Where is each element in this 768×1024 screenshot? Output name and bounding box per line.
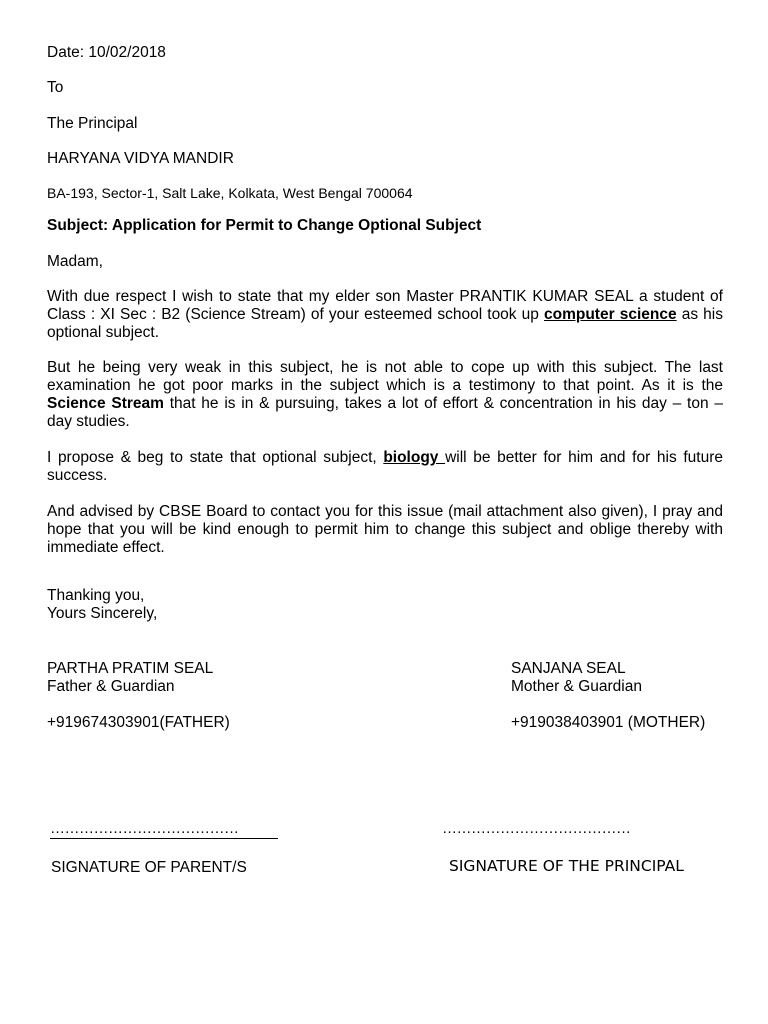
- paragraph-2: [47, 359, 723, 431]
- paragraph-2-text-b: that he is in & pursuing, takes a lot of effort & concentration in his day – ton – day studies.: [47, 395, 723, 430]
- emphasis-computer-science: computer science: [544, 306, 677, 323]
- principal-signature-label: SIGNATURE OF THE PRINCIPAL: [449, 857, 684, 875]
- subject-line: Subject: Application for Permit to Change Optional Subject: [47, 217, 482, 234]
- father-phone: +919674303901(FATHER): [47, 714, 230, 731]
- mother-role: Mother & Guardian: [511, 678, 642, 695]
- to-line: To: [47, 79, 64, 96]
- principal-signature-line: …………………………………: [442, 820, 631, 837]
- paragraph-4: And advised by CBSE Board to contact you for this issue (mail attachment also given), I pray and hope that you will be kind enough to permit him to change this subject and oblige thereby with immediate effect.: [47, 503, 723, 556]
- father-name: PARTHA PRATIM SEAL: [47, 660, 214, 677]
- mother-phone: +919038403901 (MOTHER): [511, 714, 706, 731]
- paragraph-3: [47, 449, 723, 485]
- mother-name: SANJANA SEAL: [511, 660, 626, 677]
- school-name: HARYANA VIDYA MANDIR: [47, 150, 234, 167]
- father-role: Father & Guardian: [47, 678, 175, 695]
- paragraph-1: [47, 288, 723, 342]
- salutation: Madam,: [47, 253, 103, 270]
- closing-sincerely: Yours Sincerely,: [47, 605, 158, 622]
- emphasis-biology: biology: [383, 449, 446, 466]
- date-line: Date: 10/02/2018: [47, 44, 166, 61]
- parent-signature-line: …………………………………: [50, 820, 278, 839]
- recipient-title: The Principal: [47, 115, 138, 132]
- parent-signature-label: SIGNATURE OF PARENT/S: [51, 859, 247, 876]
- emphasis-science-stream: Science Stream: [47, 395, 164, 412]
- closing-thanks: Thanking you,: [47, 587, 145, 604]
- paragraph-3-text-b: will be better for him and for his future success.: [47, 449, 723, 484]
- paragraph-1-text-b: as his optional subject.: [47, 306, 723, 341]
- paragraph-2-text-a: But he being very weak in this subject, he is not able to cope up with this subject. The last examination he got poor marks in the subject which is a testimony to that point. As it is the: [47, 359, 723, 394]
- paragraph-3-text-a: I propose & beg to state that optional subject,: [47, 449, 384, 466]
- school-address: BA-193, Sector-1, Salt Lake, Kolkata, West Bengal 700064: [47, 185, 413, 201]
- paragraph-1-text-a: With due respect I wish to state that my elder son Master PRANTIK KUMAR SEAL a student of Class : XI Sec : B2 (Science Stream) of your esteemed school took up: [47, 288, 723, 323]
